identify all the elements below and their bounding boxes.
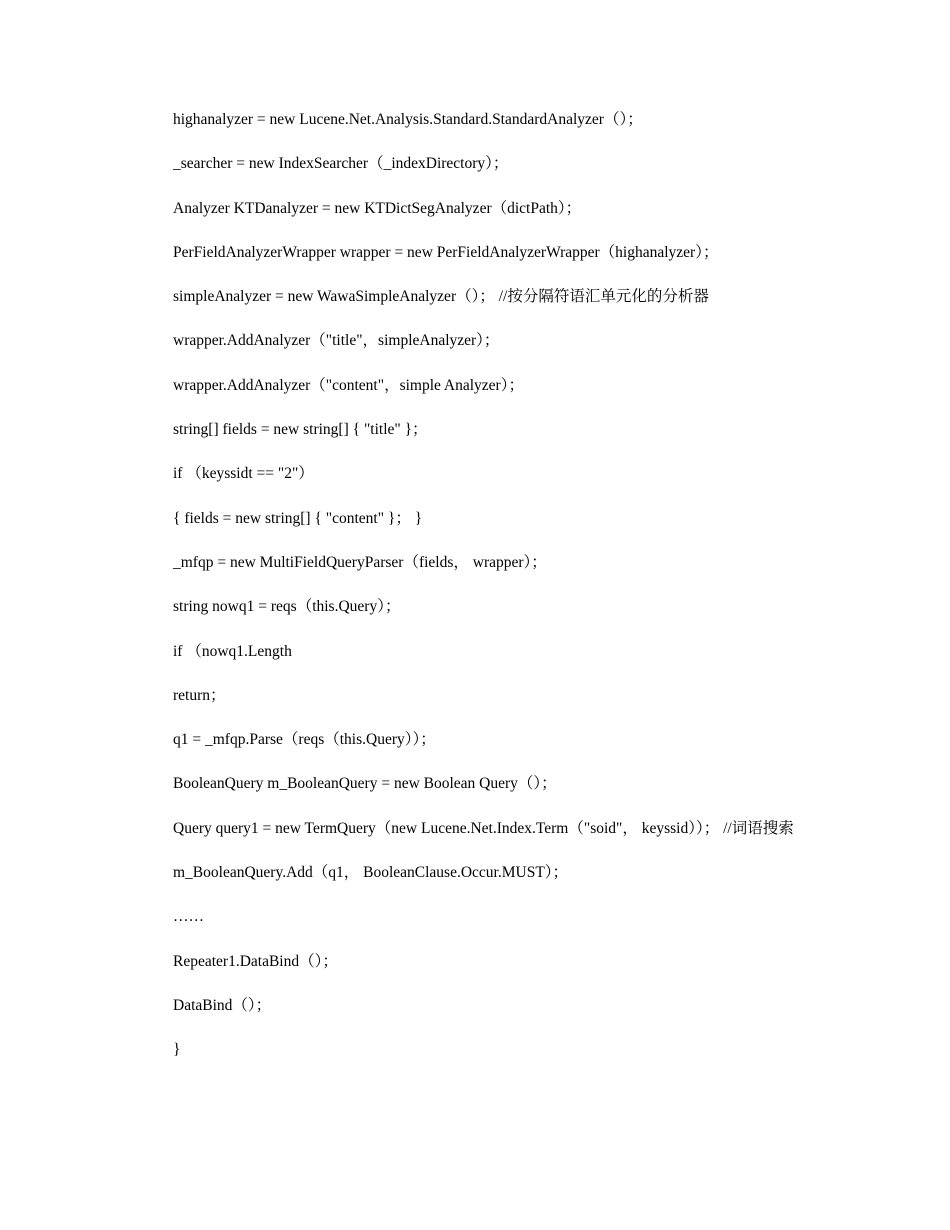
code-line-4: PerFieldAnalyzerWrapper wrapper = new PerFieldAnalyzerWrapper（highanalyzer）； <box>173 243 719 261</box>
code-line-17: Query query1 = new TermQuery（new Lucene.Net.Index.Term（"soid"， keyssid））； //词语搜索 <box>173 819 794 837</box>
code-line-3: Analyzer KTDanalyzer = new KTDictSegAnalyzer（dictPath）； <box>173 199 582 217</box>
code-line-13: if （nowq1.Length <box>173 642 292 660</box>
code-listing <box>141 109 811 1084</box>
code-line-6: wrapper.AddAnalyzer（"title"，simpleAnalyzer）； <box>173 332 500 350</box>
code-line-2: _searcher = new IndexSearcher（_indexDirectory）； <box>173 155 509 173</box>
code-line-16: BooleanQuery m_BooleanQuery = new Boolean Query（）； <box>173 775 557 793</box>
code-line-12: string nowq1 = reqs（this.Query）； <box>173 598 401 616</box>
code-line-9: if （keyssidt == "2"） <box>173 465 314 483</box>
code-line-7: wrapper.AddAnalyzer（"content"，simple Analyzer）； <box>173 376 524 394</box>
code-line-8: string[] fields = new string[] { "title" }； <box>173 421 428 439</box>
code-line-5: simpleAnalyzer = new WawaSimpleAnalyzer（）； //按分隔符语汇单元化的分析器 <box>173 288 709 306</box>
code-line-11: _mfqp = new MultiFieldQueryParser（fields， wrapper）； <box>173 553 547 571</box>
code-line-15: q1 = _mfqp.Parse（reqs（this.Query））； <box>173 731 436 749</box>
code-line-21: DataBind（）； <box>173 996 272 1014</box>
code-line-18: m_BooleanQuery.Add（q1， BooleanClause.Occur.MUST）； <box>173 864 569 882</box>
code-line-19: …… <box>173 908 204 926</box>
code-line-10: { fields = new string[] { "content" }； } <box>173 509 423 527</box>
code-line-14: return； <box>173 686 226 704</box>
code-line-20: Repeater1.DataBind（）； <box>173 952 338 970</box>
code-line-22: } <box>173 1041 181 1059</box>
code-line-1: highanalyzer = new Lucene.Net.Analysis.Standard.StandardAnalyzer（）； <box>173 111 643 128</box>
